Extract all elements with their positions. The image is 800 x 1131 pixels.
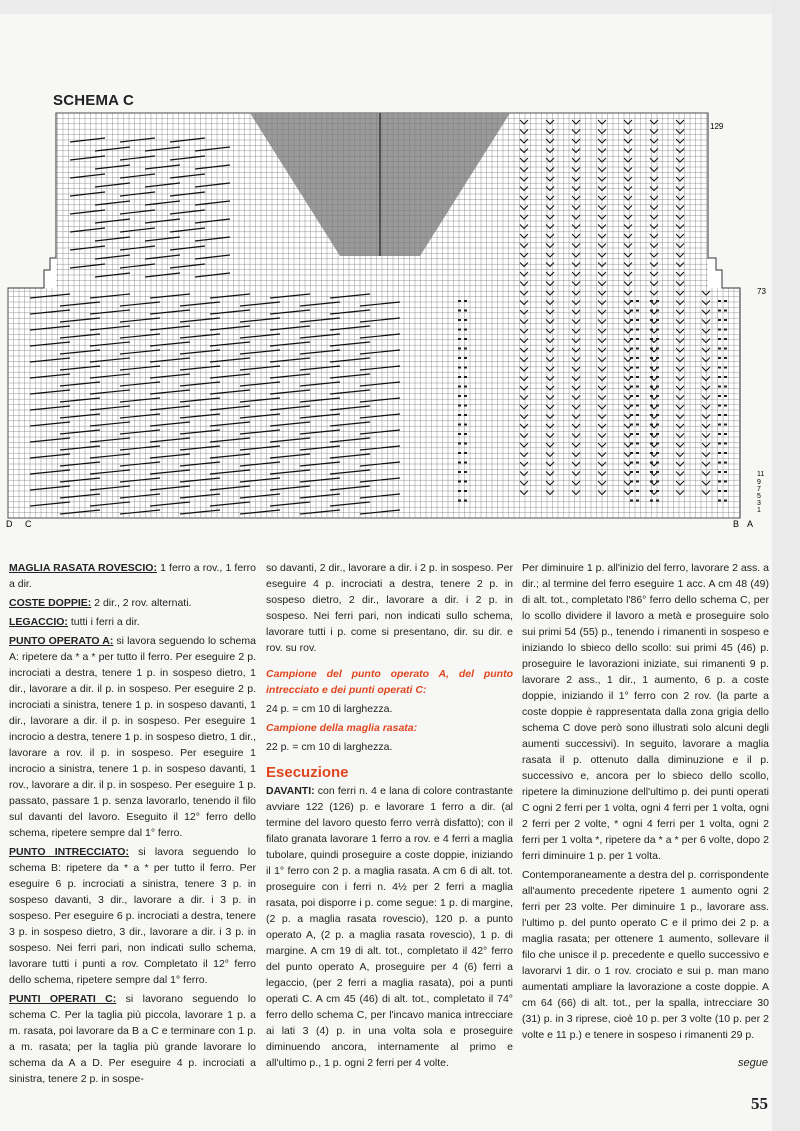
purl-dot [718, 300, 721, 302]
purl-dot [636, 424, 639, 426]
purl-dot [718, 376, 721, 378]
paragraph-text: 2 dir., 2 rov. alternati. [91, 597, 192, 609]
purl-dot [464, 490, 467, 492]
paragraph-text: si lavora seguendo lo schema A: ripetere da * a * per tutto il ferro. Per eseguire 2 p. incrociati a destra, tenere 1 p. in sospeso dietro, 1 dir., lavorare a dir. il p. in sospeso. Per eseguire 2 p. incrociati a sinistra, tenere 1 p. in sospeso davanti, 1 dir., lavorare a dir. il p. in sospeso. Per eseguire 1 incrocio a destra, tenere 1 p. in sospeso dietro, 1 dir., lavorare a rov. il p. in sospeso. Per eseguire 1 incrocio a sinistra, tenere 1 p. in sospeso davanti, 1 rov., lavorare a dir. il p. in sospeso. Per eseguire 1 p. passato, passare 1 p. senza lavorarlo, tenendo il filo sul davanti del lavoro. Eseguito il 12° ferro dello schema, ripetere sempre dal 1° ferro. [9, 635, 256, 839]
paragraph [9, 844, 256, 988]
paragraph-text: si lavora seguendo lo schema B: ripetere da * a * per tutto il ferro. Per eseguire 6 p. incrociati a sinistra, tenere 3 p. in sospeso davanti, 3 dir., lavorare a dir. i 3 p. in sospeso. Per eseguire 6 p. incrociati a destra, tenere 3 p. in sospeso dietro, 3 dir., lavorare a dir. i 3 p. in sospeso. Nei ferri pari, non indicati sullo schema, lavorare tutti i punti a rov. Completato il 12° ferro dello schema, ripetere sempre dal 1° ferro. [9, 846, 256, 986]
paragraph-text: 1 ferro a rov., 1 ferro a dir. [9, 562, 256, 590]
purl-dot [650, 414, 653, 416]
purl-dot [464, 452, 467, 454]
purl-dot [458, 376, 461, 378]
purl-dot [630, 348, 633, 350]
term-punto-intrecciato: PUNTO INTRECCIATO: [9, 846, 129, 858]
term-legaccio: LEGACCIO: [9, 616, 68, 628]
purl-dot [724, 310, 727, 312]
paragraph [9, 614, 256, 630]
purl-dot [630, 300, 633, 302]
purl-dot [650, 395, 653, 397]
purl-dot [464, 395, 467, 397]
purl-dot [458, 490, 461, 492]
purl-dot [636, 414, 639, 416]
term-maglia-rasata-rovescio: MAGLIA RASATA ROVESCIO: [9, 562, 157, 574]
purl-dot [630, 395, 633, 397]
purl-dot [656, 414, 659, 416]
edge-label-c: C [25, 519, 32, 529]
purl-dot [724, 471, 727, 473]
purl-dot [458, 395, 461, 397]
purl-dot [458, 433, 461, 435]
paragraph [9, 991, 256, 1087]
purl-dot [656, 329, 659, 331]
next-page-edge [772, 0, 800, 1131]
purl-dot [656, 424, 659, 426]
purl-dot [636, 433, 639, 435]
purl-dot [656, 338, 659, 340]
purl-dot [718, 395, 721, 397]
purl-dot [724, 490, 727, 492]
purl-dot [724, 338, 727, 340]
purl-dot [656, 490, 659, 492]
purl-dot [724, 348, 727, 350]
purl-dot [724, 386, 727, 388]
purl-dot [650, 348, 653, 350]
purl-dot [630, 405, 633, 407]
purl-dot [458, 338, 461, 340]
previous-page-edge [0, 0, 800, 14]
purl-dot [458, 300, 461, 302]
purl-dot [458, 481, 461, 483]
purl-dot [718, 471, 721, 473]
purl-dot [718, 367, 721, 369]
purl-dot [636, 481, 639, 483]
purl-dot [656, 319, 659, 321]
row-label-73: 73 [757, 287, 766, 296]
purl-dot [656, 376, 659, 378]
purl-dot [464, 433, 467, 435]
purl-dot [724, 443, 727, 445]
purl-dot [464, 424, 467, 426]
purl-dot [718, 348, 721, 350]
purl-dot [458, 405, 461, 407]
purl-dot [464, 338, 467, 340]
purl-dot [718, 329, 721, 331]
chart-grid [8, 113, 740, 518]
purl-dot [464, 471, 467, 473]
purl-dot [718, 414, 721, 416]
purl-dot [650, 367, 653, 369]
purl-dot [650, 443, 653, 445]
term-punto-operato-a: PUNTO OPERATO A: [9, 635, 114, 647]
purl-dot [458, 348, 461, 350]
purl-dot [464, 357, 467, 359]
paragraph: Contemporaneamente a destra del p. corrispondente all'aumento precedente ripetere 1 aumento ogni 2 ferri per 23 volte. Per diminuire 1 p., lavorare ass. l'ultimo p. del punto operato C e il primo dei 2 p. a maglia rasata; per ottenere 1 aumento, sollevare il filo che unisce il p. precedente e quello successivo e lavorarvi 1 dir. o 1 rov. crociato e sui p. man mano aumentati ampliare la lavorazione a coste doppie. A cm 64 (66) di alt. tot., per la spalla, intrecciare 30 (31) p. in 3 riprese, cioè 10 p. per 3 volte (10 p. per 2 volte e 11 p.) e tenere in sospeso i rimanenti 29 p. [522, 869, 769, 1041]
paragraph [9, 560, 256, 592]
purl-dot [724, 462, 727, 464]
purl-dot [656, 386, 659, 388]
purl-dot [464, 300, 467, 302]
purl-dot [656, 481, 659, 483]
purl-dot [630, 357, 633, 359]
purl-dot [650, 357, 653, 359]
purl-dot [650, 462, 653, 464]
purl-dot [464, 500, 467, 502]
purl-dot [650, 405, 653, 407]
purl-dot [724, 357, 727, 359]
purl-dot [630, 367, 633, 369]
purl-dot [656, 433, 659, 435]
term-coste-doppie: COSTE DOPPIE: [9, 597, 92, 609]
purl-dot [718, 481, 721, 483]
purl-dot [650, 376, 653, 378]
purl-dot [724, 405, 727, 407]
row-label-3: 3 [757, 500, 761, 507]
purl-dot [630, 386, 633, 388]
page-number: 55 [751, 1094, 768, 1113]
edge-label-d: D [6, 519, 13, 529]
purl-dot [650, 433, 653, 435]
paragraph: 24 p. = cm 10 di larghezza. [266, 703, 393, 715]
purl-dot [636, 300, 639, 302]
purl-dot [458, 367, 461, 369]
schema-title: SCHEMA C [53, 92, 135, 109]
text-column-3 [522, 560, 769, 1043]
paragraph-text: con ferri n. 4 e lana di colore contrastante avviare 122 (126) p. e lavorare 1 ferro a dir. (al termine del lavoro questo ferro verrà disfatto); con il filato granata lavorare 1 ferro a rov. e 4 ferri a maglia tubolare, quindi proseguire a coste doppie, iniziando il 1° ferro con 2 p. a maglia rasata. A cm 6 di alt. tot. proseguire con i ferri n. 4½ per 2 ferri a maglia rasata, poi disporre i p. come segue: 1 p. di margine, (2 p. a maglia rasata rovescio), 120 p. a punto operato A, (2 p. a maglia rasata rovescio), 1 p. di margine. A cm 19 di alt. tot., completato il 42° ferro del punto operato A, proseguire per 4 (6) ferri a legaccio, (per 2 ferri a maglia rasata), poi a punti operati C. A cm 45 (46) di alt. tot., completato il 74° ferro dello schema C, per l'incavo manica intrecciare ai lati 3 (4) p. in una volta sola e proseguire diminuendo ancora, internamente al primo e all'ultimo p., 1 p. ogni 2 ferri per 4 volte. [266, 785, 513, 1069]
purl-dot [464, 376, 467, 378]
purl-dot [656, 300, 659, 302]
purl-dot [636, 367, 639, 369]
purl-dot [718, 386, 721, 388]
purl-dot [724, 300, 727, 302]
purl-dot [458, 462, 461, 464]
purl-dot [656, 348, 659, 350]
purl-dot [630, 462, 633, 464]
purl-dot [630, 424, 633, 426]
purl-dot [718, 357, 721, 359]
edge-label-a: A [747, 519, 754, 529]
purl-dot [630, 338, 633, 340]
term-punti-operati-c: PUNTI OPERATI C: [9, 993, 117, 1005]
text-column-2 [266, 560, 513, 1071]
purl-dot [636, 462, 639, 464]
purl-dot [718, 443, 721, 445]
purl-dot [650, 424, 653, 426]
purl-dot [630, 443, 633, 445]
purl-dot [630, 452, 633, 454]
paragraph [9, 633, 256, 841]
purl-dot [630, 500, 633, 502]
purl-dot [656, 500, 659, 502]
purl-dot [650, 329, 653, 331]
term-davanti: DAVANTI: [266, 785, 315, 797]
purl-dot [458, 357, 461, 359]
purl-dot [630, 490, 633, 492]
purl-dot [650, 300, 653, 302]
row-label-5: 5 [757, 493, 761, 500]
edge-label-b: B [733, 519, 740, 529]
purl-dot [464, 462, 467, 464]
purl-dot [630, 481, 633, 483]
paragraph-text: si lavorano seguendo lo schema C. Per la taglia più piccola, lavorare 1 p. a m. rasata, poi lavorare da B a C e terminare con 1 p. a m. rasata; per la taglia più grande lavorare lo schema da A a D. Per eseguire 4 p. incrociati a sinistra, tenere 2 p. in sospe- [9, 993, 256, 1085]
sample-heading-1: Campione del punto operato A, del punto intrecciato e dei punti operati C: [266, 668, 513, 696]
purl-dot [458, 443, 461, 445]
purl-dot [718, 452, 721, 454]
purl-dot [636, 386, 639, 388]
purl-dot [724, 424, 727, 426]
purl-dot [464, 405, 467, 407]
purl-dot [630, 319, 633, 321]
purl-dot [718, 319, 721, 321]
purl-dot [724, 367, 727, 369]
purl-dot [636, 405, 639, 407]
row-label-129: 129 [710, 122, 724, 131]
purl-dot [458, 319, 461, 321]
purl-dot [458, 329, 461, 331]
purl-dot [650, 490, 653, 492]
purl-dot [656, 310, 659, 312]
purl-dot [458, 424, 461, 426]
row-label-1: 1 [757, 507, 761, 514]
purl-dot [636, 452, 639, 454]
purl-dot [636, 490, 639, 492]
purl-dot [650, 481, 653, 483]
purl-dot [724, 452, 727, 454]
purl-dot [458, 386, 461, 388]
row-label-7: 7 [757, 486, 761, 493]
continued-label: segue [738, 1057, 768, 1069]
purl-dot [636, 329, 639, 331]
purl-dot [718, 433, 721, 435]
paragraph: 22 p. = cm 10 di larghezza. [266, 741, 393, 753]
purl-dot [464, 329, 467, 331]
purl-dot [464, 481, 467, 483]
paragraph: Per diminuire 1 p. all'inizio del ferro, lavorare 2 ass. a dir.; al termine del ferro eseguire 1 acc. A cm 48 (49) di alt. tot., completato l'86° ferro dello schema C, per lo scollo dividere il lavoro a metà e proseguire solo sui primi 54 (55) p., tenendo i rimanenti in sospeso e iniziando lo sbieco dello scollo: sui primi 45 (46) p. proseguire le lavorazioni iniziate, sui rimanenti 9 p. lavorare 2 ass., 1 dir., 1 aumento, 6 p. a coste doppie, iniziando il 1° ferro con 2 rov. (la parte a coste doppie è rappresentata dalla zona grigia dello schema C dove però sono illustrati solo alcuni degli aumenti successivi). In seguito, lavorare a maglia rasata il p. ottenuto dalla diminuzione e il p. successivo e, ancora per lo sbieco dello scollo, ripetere la diminuzione dell'ultimo p. dei punti operati C ogni 2 ferri per 1 volta, ogni 4 ferri per 1 volta, ogni 2 ferri per 2 volte, * ogni 4 ferri per 1 volta, ogni 2 ferri per 1 volta *, ripetere da * a * per 6 volte, dopo 2 ferri diminuire 1 p. per 1 volta. [522, 562, 769, 862]
purl-dot [464, 348, 467, 350]
purl-dot [630, 310, 633, 312]
purl-dot [636, 357, 639, 359]
purl-dot [458, 414, 461, 416]
purl-dot [656, 443, 659, 445]
purl-dot [650, 452, 653, 454]
purl-dot [724, 500, 727, 502]
purl-dot [718, 310, 721, 312]
purl-dot [464, 443, 467, 445]
purl-dot [458, 452, 461, 454]
purl-dot [724, 329, 727, 331]
paragraph [266, 783, 513, 1071]
purl-dot [718, 338, 721, 340]
purl-dot [630, 471, 633, 473]
purl-dot [656, 452, 659, 454]
row-label-9: 9 [757, 479, 761, 486]
sample-heading-2: Campione della maglia rasata: [266, 722, 418, 734]
text-column-1 [9, 560, 256, 1087]
row-label-11: 11 [757, 471, 765, 478]
purl-dot [636, 338, 639, 340]
purl-dot [458, 500, 461, 502]
purl-dot [656, 367, 659, 369]
paragraph: so davanti, 2 dir., lavorare a dir. i 2 p. in sospeso. Per eseguire 4 p. incrociati a destra, tenere 2 p. in sospeso dietro, 2 dir., lavorare a dir. i 2 p. in sospeso. Nei ferri pari, non indicati sullo schema, lavorare tutti i p. come si presentano, dir. su dir. e rov. su rov. [266, 562, 513, 654]
purl-dot [650, 386, 653, 388]
purl-dot [650, 338, 653, 340]
purl-dot [630, 414, 633, 416]
purl-dot [636, 471, 639, 473]
purl-dot [724, 319, 727, 321]
purl-dot [630, 433, 633, 435]
purl-dot [650, 500, 653, 502]
purl-dot [656, 357, 659, 359]
purl-dot [458, 471, 461, 473]
section-heading-esecuzione: Esecuzione [266, 764, 349, 781]
purl-dot [650, 319, 653, 321]
purl-dot [636, 443, 639, 445]
purl-dot [718, 405, 721, 407]
purl-dot [636, 376, 639, 378]
purl-dot [724, 395, 727, 397]
paragraph [9, 595, 256, 611]
purl-dot [630, 376, 633, 378]
purl-dot [724, 414, 727, 416]
purl-dot [464, 310, 467, 312]
purl-dot [464, 319, 467, 321]
purl-dot [724, 376, 727, 378]
purl-dot [650, 310, 653, 312]
purl-dot [464, 414, 467, 416]
purl-dot [636, 395, 639, 397]
purl-dot [636, 500, 639, 502]
purl-dot [636, 310, 639, 312]
purl-dot [656, 462, 659, 464]
purl-dot [458, 310, 461, 312]
purl-dot [656, 405, 659, 407]
purl-dot [636, 348, 639, 350]
purl-dot [656, 395, 659, 397]
purl-dot [724, 481, 727, 483]
purl-dot [650, 471, 653, 473]
purl-dot [718, 490, 721, 492]
purl-dot [636, 319, 639, 321]
purl-dot [718, 462, 721, 464]
paragraph-text: tutti i ferri a dir. [67, 616, 140, 628]
purl-dot [464, 367, 467, 369]
purl-dot [630, 329, 633, 331]
purl-dot [656, 471, 659, 473]
purl-dot [718, 424, 721, 426]
purl-dot [464, 386, 467, 388]
purl-dot [718, 500, 721, 502]
purl-dot [724, 433, 727, 435]
knitting-chart-c [0, 100, 772, 540]
